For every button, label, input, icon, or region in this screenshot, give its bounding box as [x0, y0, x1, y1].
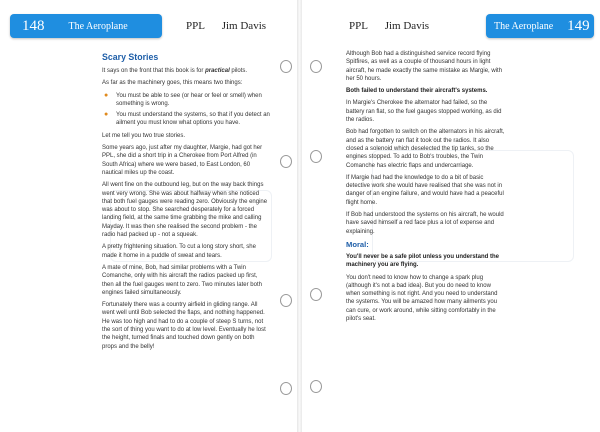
paragraph: As far as the machinery goes, this means two things:	[102, 80, 243, 87]
right-chapter-title: The Aeroplane	[494, 20, 554, 32]
bullet-item	[102, 111, 270, 128]
paragraph: Although Bob had a distinguished service record flying Spitfires, as well as a couple of thousand hours in light aircraft, he made exactly the same mistake as Margie, with her 50 hours.	[346, 51, 503, 82]
bullet-dot-icon: ●	[104, 91, 109, 99]
right-page-header-tab	[486, 14, 594, 38]
left-page-number: 148	[22, 17, 45, 34]
binder-hole	[280, 382, 292, 395]
paragraph: Fortunately there was a country airfield in gliding range. All went well until Bob selected the flaps, and nothing happened. He was too high and had to do a couple of steep S turns, not the sort of thing you want to do at low level. Eventually he lost the height, turned finals and touched down gently on both props and the belly!	[102, 302, 266, 350]
binder-hole	[280, 60, 292, 73]
moral-heading: Moral:	[346, 239, 369, 249]
intro-paragraph	[102, 67, 270, 75]
moral-statement: You'll never be a safe pilot unless you understand the machinery you are flying.	[346, 253, 500, 269]
paragraph: Bob had forgotten to switch on the alternators in his aircraft, and as the battery ran flat it took out the radios. It also closed a solenoid which deselected the tip tanks, so the engines stopped. To add to Bob's troubles, the Twin Comanche has electric flaps and undercarriage.	[346, 129, 505, 169]
binder-hole	[280, 155, 292, 168]
right-page-number: 149	[567, 17, 590, 34]
paragraph: All went fine on the outbound leg, but on the way back things went very wrong. She was about halfway when she noticed that both fuel gauges were reading zero. Obviously the engine was about to stop. She searched desperately for a forced landing field, at the same time grabbing the mike and calling Mayday. It was then she realised the second problem - the radio had packed up - not a squeak.	[102, 182, 268, 239]
left-page-header-tab	[10, 14, 162, 38]
binder-hole	[280, 294, 292, 307]
left-header-author: Jim Davis	[221, 20, 267, 32]
left-chapter-title: The Aeroplane	[68, 20, 128, 32]
binder-hole	[310, 288, 322, 301]
binder-hole	[310, 60, 322, 73]
left-page-body	[102, 52, 270, 355]
paragraph: Let me tell you two true stories.	[102, 132, 186, 139]
right-header-ppl: PPL	[349, 20, 368, 32]
binder-hole	[310, 380, 322, 393]
intro-emphasis: practical	[205, 68, 230, 74]
bullet-list	[102, 92, 270, 128]
bullet-item	[102, 92, 270, 109]
section-heading: Scary Stories	[102, 52, 159, 62]
right-page-body	[346, 50, 506, 327]
left-running-header	[186, 20, 266, 32]
left-page	[0, 0, 298, 432]
paragraph: A mate of mine, Bob, had similar problems with a Twin Comanche, only with his aircraft the radios packed up first, then all the fuel gauges went to zero. Two minutes later both engines failed simultaneously.	[102, 264, 262, 296]
intro-text-after: pilots.	[229, 68, 248, 74]
paragraph: If Margie had had the knowledge to do a bit of basic detective work she would have realised that she was not in danger of an engine failure, and would have had a peaceful flight home.	[346, 174, 504, 206]
bullet-text: You must be able to see (or hear or feel or smell) when something is wrong.	[116, 92, 262, 107]
right-page	[302, 0, 600, 432]
binder-hole	[310, 150, 322, 163]
paragraph: In Margie's Cherokee the alternator had failed, so the battery ran flat, so the fuel gauges stopped working, as did the radios.	[346, 100, 502, 124]
paragraph-bold: Both failed to understand their aircraft's systems.	[346, 88, 488, 95]
right-running-header	[349, 20, 429, 32]
bullet-text: You must understand the systems, so that if you detect an ailment you must know what options you have.	[116, 112, 270, 127]
paragraph: A pretty frightening situation. To cut a long story short, she made it home in a puddle of sweat and tears.	[102, 244, 256, 259]
intro-text-before: It says on the front that this book is for	[102, 68, 206, 74]
paragraph: You don't need to know how to change a spark plug (although it's not a bad idea). But you do need to know when something is not right. And you need to understand the systems. You will be amazed how many ailments you can cure, or work around, while sitting comfortably in the pilot's seat.	[346, 274, 498, 323]
right-header-author: Jim Davis	[384, 20, 430, 32]
bullet-dot-icon: ●	[104, 111, 109, 119]
left-header-ppl: PPL	[186, 20, 205, 32]
paragraph: If Bob had understood the systems on his aircraft, he would have saved himself a red face plus a lot of expense and explaining.	[346, 212, 504, 235]
paragraph: Some years ago, just after my daughter, Margie, had got her PPL, she did a short trip in a Cherokee from Port Alfred (in South Africa) where we were based, to East London, 60 nautical miles up the coast.	[102, 145, 263, 176]
